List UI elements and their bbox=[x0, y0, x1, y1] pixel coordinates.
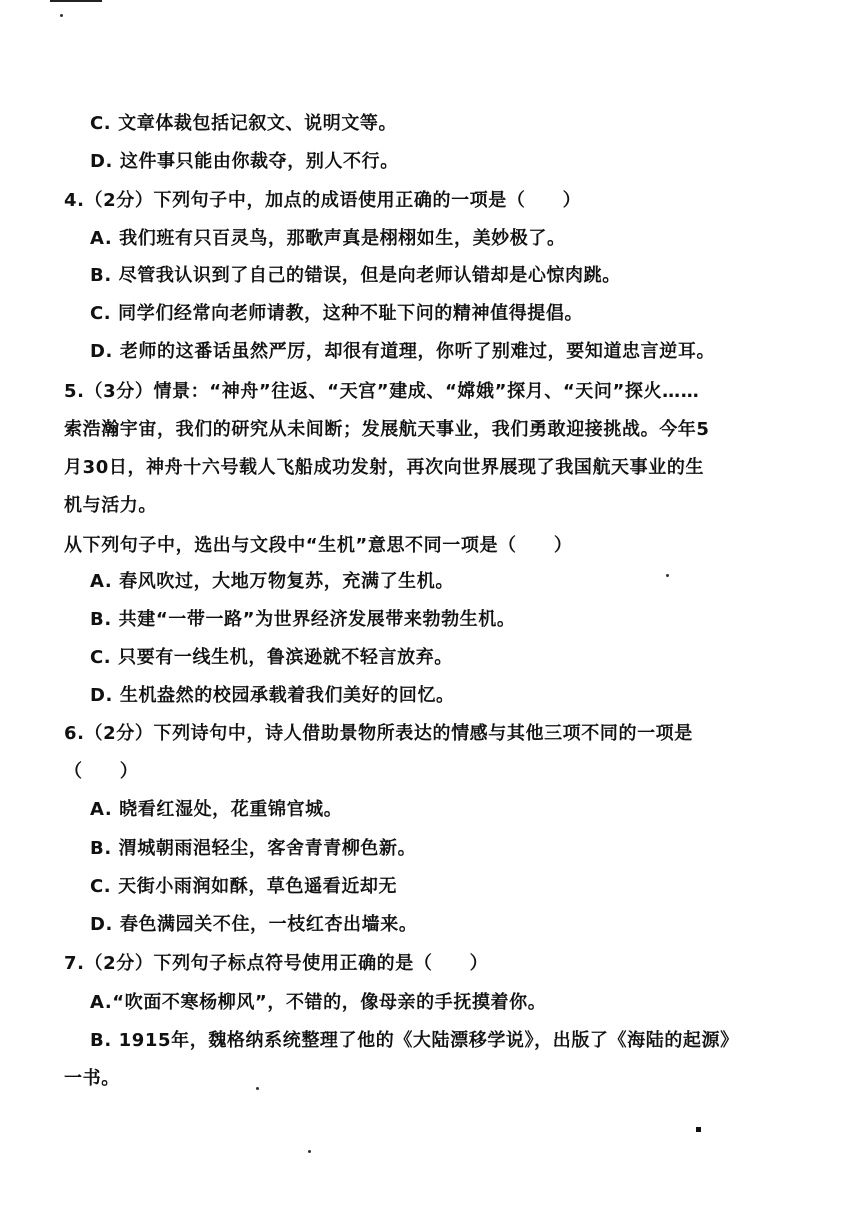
q5-option-b: B. 共建“一带一路”为世界经济发展带来勃勃生机。 bbox=[90, 609, 516, 630]
q7-option-b-continued: 一书。 bbox=[64, 1068, 120, 1089]
q6-answer-blank: （ ） bbox=[64, 761, 139, 782]
q4-stem: 4.（2分）下列句子中，加点的成语使用正确的一项是（ ） bbox=[64, 190, 582, 211]
q6-option-a: A. 晓看红湿处，花重锦官城。 bbox=[90, 799, 343, 820]
q5-option-a: A. 春风吹过，大地万物复苏，充满了生机。 bbox=[90, 571, 454, 592]
q6-option-b: B. 渭城朝雨浥轻尘，客舍青青柳色新。 bbox=[90, 838, 417, 859]
q5-option-c: C. 只要有一线生机，鲁滨逊就不轻言放弃。 bbox=[90, 647, 453, 668]
q4-option-c: C. 同学们经常向老师请教，这种不耻下问的精神值得提倡。 bbox=[90, 303, 584, 324]
q5-stem: 5.（3分）情景：“神舟”往返、“天宫”建成、“嫦娥”探月、“天问”探火…… bbox=[64, 381, 700, 402]
q7-option-b: B. 1915年，魏格纳系统整理了他的《大陆漂移学说》，出版了《海陆的起源》 bbox=[90, 1030, 739, 1051]
q6-option-c: C. 天街小雨润如酥，草色遥看近却无 bbox=[90, 876, 398, 897]
q3-option-c: C. 文章体裁包括记叙文、说明文等。 bbox=[90, 113, 398, 134]
q5-passage-line: 索浩瀚宇宙，我们的研究从未间断；发展航天事业，我们勇敢迎接挑战。今年5 bbox=[64, 419, 710, 440]
q6-stem: 6.（2分）下列诗句中，诗人借助景物所表达的情感与其他三项不同的一项是 bbox=[64, 723, 693, 744]
q4-option-a: A. 我们班有只百灵鸟，那歌声真是栩栩如生，美妙极了。 bbox=[90, 228, 566, 249]
scan-speck bbox=[256, 1087, 259, 1090]
q3-option-d: D. 这件事只能由你裁夺，别人不行。 bbox=[90, 151, 399, 172]
q6-option-d: D. 春色满园关不住，一枝红杏出墙来。 bbox=[90, 914, 418, 935]
scan-speck bbox=[666, 574, 669, 577]
q7-option-a: A.“吹面不寒杨柳风”，不错的，像母亲的手抚摸着你。 bbox=[90, 992, 547, 1013]
q5-question: 从下列句子中，选出与文段中“生机”意思不同一项是（ ） bbox=[64, 535, 573, 556]
q5-passage-line: 机与活力。 bbox=[64, 495, 157, 516]
q4-option-d: D. 老师的这番话虽然严厉，却很有道理，你听了别难过，要知道忠言逆耳。 bbox=[90, 341, 716, 362]
q5-option-d: D. 生机盎然的校园承载着我们美好的回忆。 bbox=[90, 685, 455, 706]
scan-speck bbox=[696, 1127, 701, 1132]
header-rule bbox=[50, 0, 102, 2]
q7-stem: 7.（2分）下列句子标点符号使用正确的是（ ） bbox=[64, 953, 489, 974]
scan-speck bbox=[308, 1150, 311, 1153]
scan-speck bbox=[60, 14, 63, 17]
q5-passage-line: 月30日，神舟十六号载人飞船成功发射，再次向世界展现了我国航天事业的生 bbox=[64, 457, 705, 478]
q4-option-b: B. 尽管我认识到了自己的错误，但是向老师认错却是心惊肉跳。 bbox=[90, 265, 621, 286]
